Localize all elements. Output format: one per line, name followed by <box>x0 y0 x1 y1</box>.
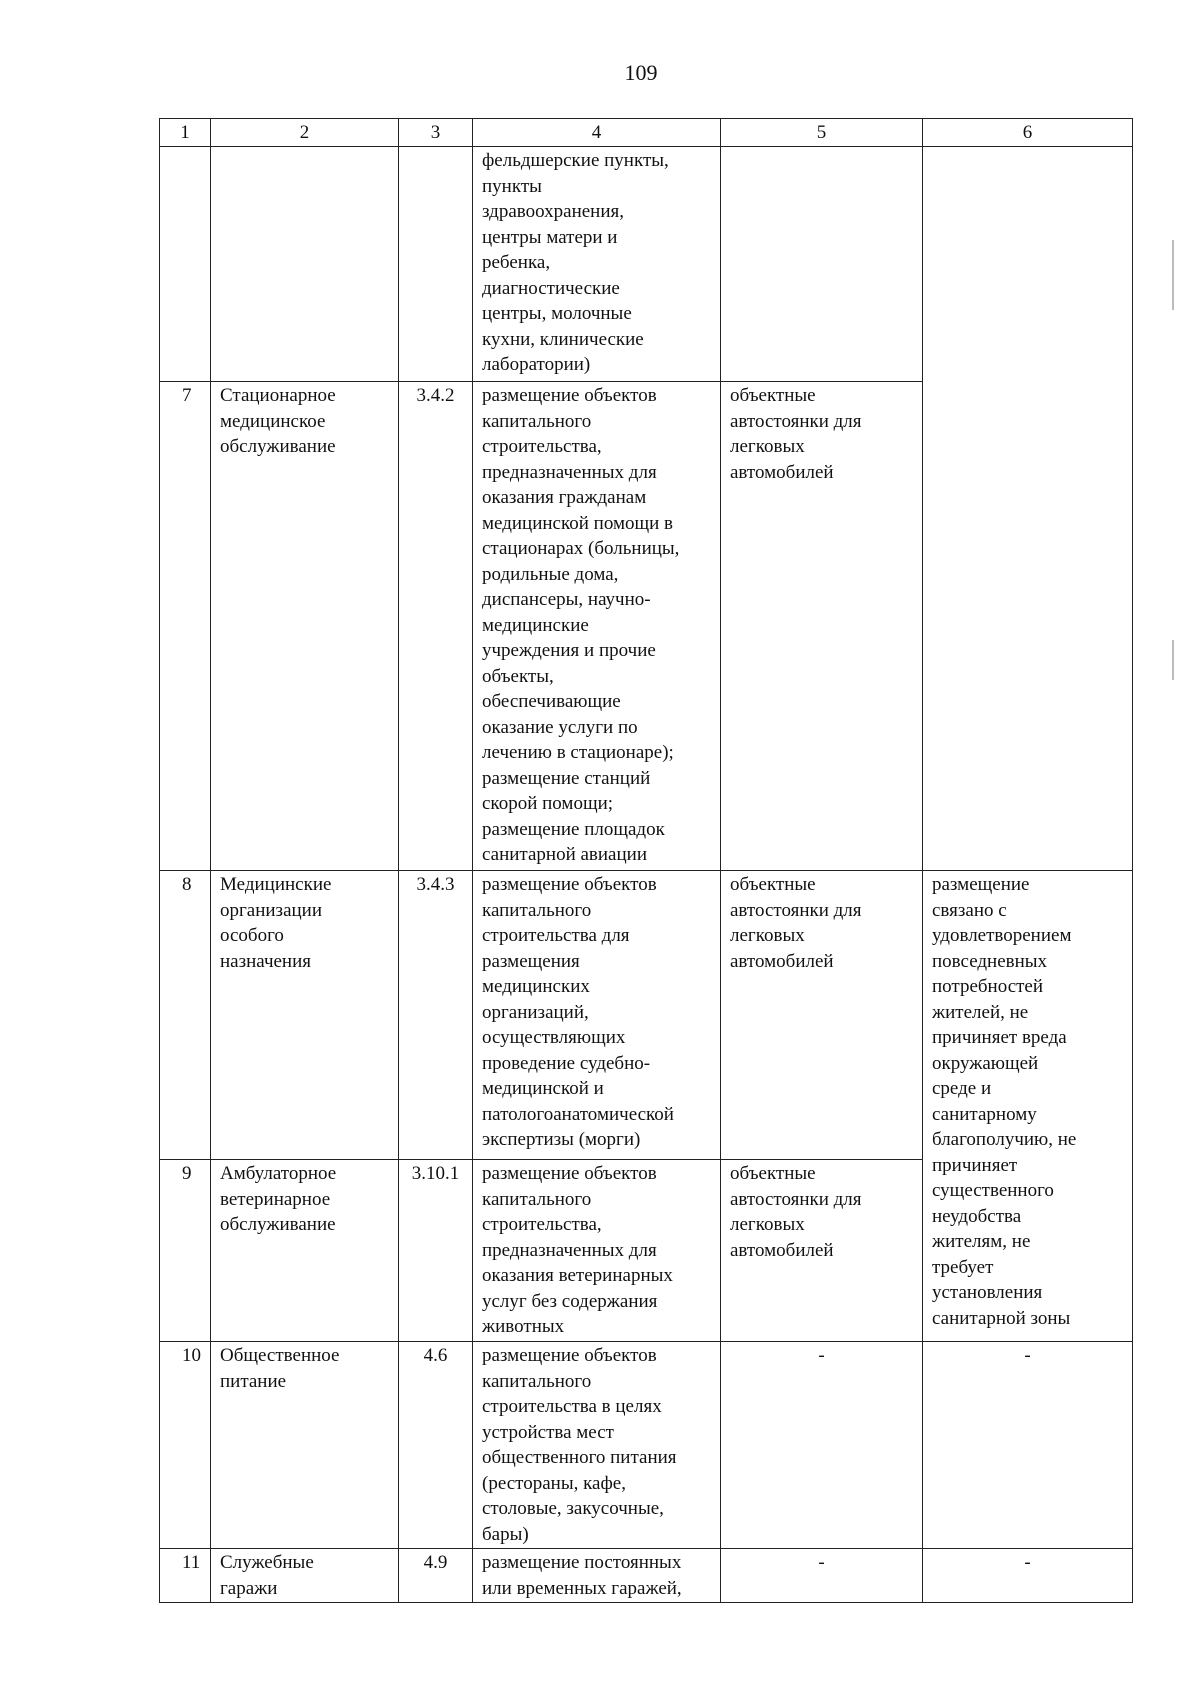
cell-code: 4.6 <box>399 1342 473 1549</box>
column-header-4: 4 <box>473 119 721 147</box>
cell-number: 8 <box>160 871 211 1160</box>
cell-description-text: размещение объектов капитального строительства для размещения медицинских организаций, осуществляющих проведение судебно- медицинской и патологоанатомической экспертизы (морги) <box>482 874 674 1150</box>
cell-name <box>211 382 399 871</box>
cell-name-text: Общественное питание <box>220 1345 340 1392</box>
cell-auxiliary <box>721 382 923 871</box>
cell-name <box>211 1342 399 1549</box>
cell-number <box>160 147 211 382</box>
cell-name-text: Медицинские организации особого назначения <box>220 874 332 972</box>
cell-code: 4.9 <box>399 1549 473 1603</box>
column-header-1: 1 <box>160 119 211 147</box>
cell-number: 7 <box>160 382 211 871</box>
cell-auxiliary: - <box>721 1342 923 1549</box>
cell-description-text: размещение объектов капитального строительства, предназначенных для оказания гражданам медицинской помощи в стационарах (больницы, родильные дома, диспансеры, научно- медицинские учреждения и прочие объекты, обеспечивающие оказание услуги по лечению в стационаре); размещение станций скорой помощи; размещение площадок санитарной авиации <box>482 385 680 865</box>
scan-artifact-line <box>1172 240 1174 310</box>
cell-auxiliary <box>721 147 923 382</box>
column-header-2: 2 <box>211 119 399 147</box>
continuation-text: фельдшерские пункты, пункты здравоохранения, центры матери и ребенка, диагностические центры, молочные кухни, клинические лаборатории) <box>482 150 669 375</box>
cell-condition-text: размещение связано с удовлетворением повседневных потребностей жителей, не причиняет вреда окружающей среде и санитарному благополучию, не причиняет существенного неудобства жителям, не требует установления санитарной зоны <box>932 874 1077 1329</box>
cell-code <box>399 147 473 382</box>
cell-name <box>211 1549 399 1603</box>
cell-auxiliary-text: объектные автостоянки для легковых автомобилей <box>730 1163 862 1261</box>
cell-description-text: размещение объектов капитального строительства, предназначенных для оказания ветеринарных услуг без содержания животных <box>482 1163 673 1337</box>
column-header-6: 6 <box>923 119 1133 147</box>
cell-auxiliary-text: объектные автостоянки для легковых автомобилей <box>730 874 862 972</box>
cell-condition: - <box>923 1342 1133 1549</box>
cell-description <box>473 1549 721 1603</box>
table-row <box>160 1342 1133 1549</box>
cell-name-text: Стационарное медицинское обслуживание <box>220 385 336 457</box>
scan-artifact-line <box>1172 640 1174 680</box>
column-header-5: 5 <box>721 119 923 147</box>
cell-auxiliary <box>721 871 923 1160</box>
cell-auxiliary: - <box>721 1549 923 1603</box>
cell-name <box>211 147 399 382</box>
table-row <box>160 1549 1133 1603</box>
cell-description <box>473 147 721 382</box>
land-use-table <box>159 118 1133 1603</box>
cell-number: 10 <box>160 1342 211 1549</box>
page-number: 109 <box>624 60 658 85</box>
cell-description <box>473 1342 721 1549</box>
cell-number: 9 <box>160 1160 211 1342</box>
table-row-continuation <box>160 147 1133 382</box>
cell-description-text: размещение постоянных или временных гаражей, <box>482 1552 682 1599</box>
cell-auxiliary-text: объектные автостоянки для легковых автомобилей <box>730 385 862 483</box>
cell-condition <box>923 871 1133 1342</box>
cell-number: 11 <box>160 1549 211 1603</box>
cell-name-text: Амбулаторное ветеринарное обслуживание <box>220 1163 337 1235</box>
column-header-3: 3 <box>399 119 473 147</box>
cell-code: 3.4.3 <box>399 871 473 1160</box>
cell-condition-empty <box>923 147 1133 871</box>
table-header-row <box>160 119 1133 147</box>
cell-name <box>211 1160 399 1342</box>
cell-description-text: размещение объектов капитального строительства в целях устройства мест общественного питания (рестораны, кафе, столовые, закусочные, бары) <box>482 1345 677 1545</box>
cell-code: 3.4.2 <box>399 382 473 871</box>
cell-condition: - <box>923 1549 1133 1603</box>
cell-name <box>211 871 399 1160</box>
cell-description <box>473 1160 721 1342</box>
cell-description <box>473 871 721 1160</box>
cell-name-text: Служебные гаражи <box>220 1552 314 1599</box>
table-row <box>160 871 1133 1160</box>
cell-auxiliary <box>721 1160 923 1342</box>
cell-code: 3.10.1 <box>399 1160 473 1342</box>
cell-description <box>473 382 721 871</box>
